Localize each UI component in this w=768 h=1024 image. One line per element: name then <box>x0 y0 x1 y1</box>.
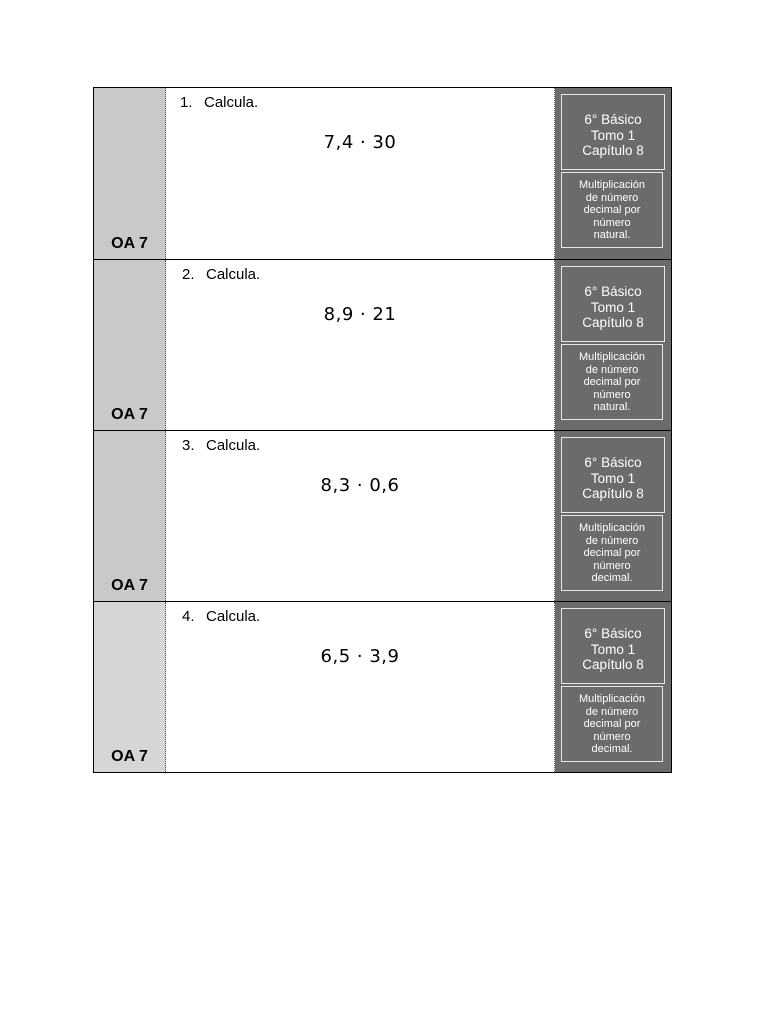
textbook-reference-box <box>561 437 665 513</box>
topic-line: natural. <box>593 401 631 414</box>
exercise-content <box>166 431 555 601</box>
topic-line: decimal por <box>583 204 641 217</box>
course-label: 6° Básico <box>584 455 642 470</box>
topic-line: decimal por <box>583 376 641 389</box>
exercise-content <box>166 602 555 772</box>
question-instruction: Calcula. <box>204 94 259 111</box>
oa-column <box>94 260 166 430</box>
question-instruction: Calcula. <box>206 266 261 283</box>
question-number: 1. <box>180 94 193 111</box>
topic-line: decimal. <box>591 743 633 756</box>
exercise-row <box>94 430 671 601</box>
oa-label: OA 7 <box>111 748 148 765</box>
reference-column <box>555 260 671 430</box>
exercise-row <box>94 88 671 259</box>
question-heading <box>182 437 260 454</box>
topic-line: Multiplicación <box>578 351 646 363</box>
question-number: 2. <box>182 266 195 283</box>
volume-label: Tomo 1 <box>590 299 636 315</box>
topic-box <box>561 686 663 762</box>
question-instruction: Calcula. <box>206 437 261 454</box>
oa-label: OA 7 <box>111 235 148 252</box>
chapter-label: Capítulo 8 <box>582 657 644 672</box>
textbook-reference-box <box>561 94 665 170</box>
topic-line: número <box>593 559 631 572</box>
reference-column <box>555 602 671 772</box>
topic-line: número <box>593 730 631 743</box>
volume-label: Tomo 1 <box>590 641 636 657</box>
question-heading <box>182 266 260 283</box>
topic-line: de número <box>585 705 639 718</box>
volume-label: Tomo 1 <box>590 470 636 486</box>
question-heading <box>180 94 258 111</box>
topic-line: Multiplicación <box>578 522 646 534</box>
exercise-content <box>166 88 555 259</box>
oa-column <box>94 88 166 259</box>
topic-line: natural. <box>593 229 631 242</box>
chapter-label: Capítulo 8 <box>582 315 644 330</box>
oa-label: OA 7 <box>111 577 148 594</box>
chapter-label: Capítulo 8 <box>582 486 644 501</box>
oa-label: OA 7 <box>111 406 148 423</box>
topic-line: de número <box>585 534 639 547</box>
topic-line: decimal. <box>591 572 633 585</box>
math-expression: 8,3 · 0,6 <box>320 475 400 496</box>
topic-box <box>561 515 663 591</box>
oa-column <box>94 602 166 772</box>
question-heading <box>182 608 260 625</box>
math-expression: 6,5 · 3,9 <box>320 646 400 667</box>
topic-line: de número <box>585 191 639 204</box>
reference-column <box>555 431 671 601</box>
oa-column <box>94 431 166 601</box>
topic-line: de número <box>585 363 639 376</box>
topic-line: Multiplicación <box>578 179 646 191</box>
volume-label: Tomo 1 <box>590 127 636 143</box>
exercise-row <box>94 601 671 772</box>
exercise-row <box>94 259 671 430</box>
math-expression: 8,9 · 21 <box>323 304 397 325</box>
topic-line: número <box>593 216 631 229</box>
question-number: 3. <box>182 437 195 454</box>
topic-line: decimal por <box>583 547 641 560</box>
topic-line: decimal por <box>583 718 641 731</box>
reference-column <box>555 88 671 259</box>
textbook-reference-box <box>561 266 665 342</box>
exercise-sheet <box>93 87 672 773</box>
textbook-reference-box <box>561 608 665 684</box>
exercise-content <box>166 260 555 430</box>
question-instruction: Calcula. <box>206 608 261 625</box>
topic-box <box>561 344 663 420</box>
course-label: 6° Básico <box>584 284 642 299</box>
question-number: 4. <box>182 608 195 625</box>
course-label: 6° Básico <box>584 112 642 127</box>
chapter-label: Capítulo 8 <box>582 143 644 158</box>
topic-line: Multiplicación <box>578 693 646 705</box>
topic-box <box>561 172 663 248</box>
topic-line: número <box>593 388 631 401</box>
course-label: 6° Básico <box>584 626 642 641</box>
math-expression: 7,4 · 30 <box>323 132 397 153</box>
